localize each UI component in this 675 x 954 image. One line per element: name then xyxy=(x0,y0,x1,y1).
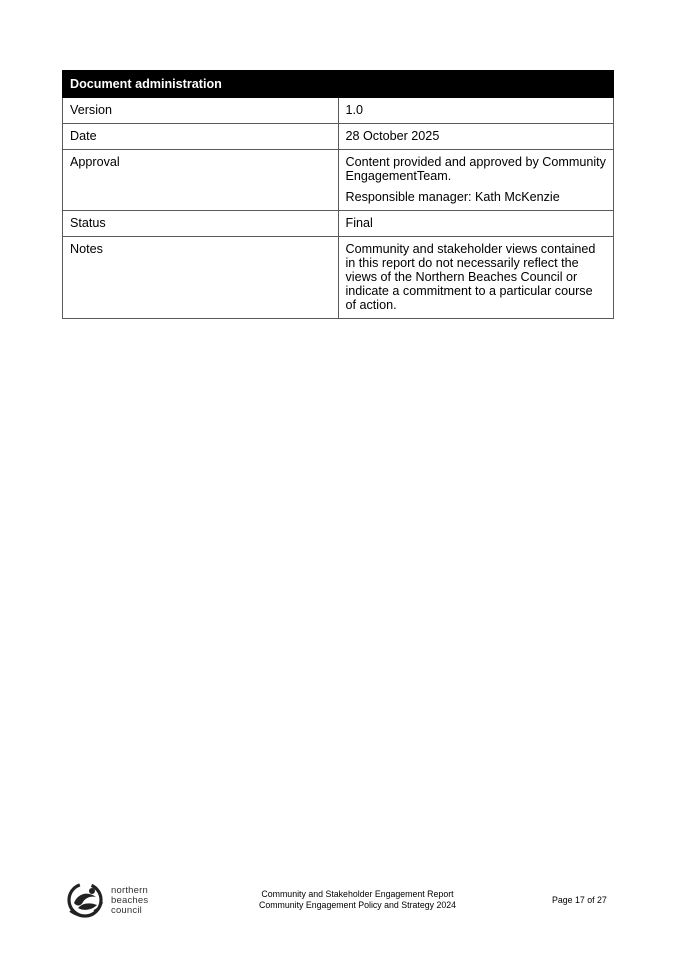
row-label: Date xyxy=(63,124,339,150)
row-label: Version xyxy=(63,98,339,124)
document-administration-table xyxy=(62,70,614,319)
row-value xyxy=(338,150,614,211)
row-value xyxy=(338,237,614,319)
row-value-text: 1.0 xyxy=(345,103,364,117)
page-footer xyxy=(0,878,675,922)
page-number: Page 17 of 27 xyxy=(552,895,607,905)
logo-wordmark-line: council xyxy=(111,905,142,916)
council-logo xyxy=(66,881,156,919)
row-value xyxy=(338,98,614,124)
row-value-text: 28 October 2025 xyxy=(345,129,440,143)
row-value xyxy=(338,124,614,150)
logo-wordmark-line: northern xyxy=(111,885,148,896)
row-label: Approval xyxy=(63,150,339,211)
footer-report-info xyxy=(220,889,495,911)
logo-wordmark xyxy=(111,886,148,916)
table-row-notes xyxy=(63,237,614,319)
row-value-text: Content provided and approved by Community EngagementTeam. xyxy=(345,155,606,183)
table-header-row xyxy=(63,71,614,98)
footer-report-subtitle: Community Engagement Policy and Strategy 2024 xyxy=(258,900,457,910)
table-row-approval xyxy=(63,150,614,211)
northern-beaches-council-logo-icon xyxy=(66,881,106,919)
footer-report-title: Community and Stakeholder Engagement Report xyxy=(261,889,454,899)
row-value-text: Final xyxy=(345,216,373,230)
row-value-text: Responsible manager: Kath McKenzie xyxy=(345,190,560,204)
row-value xyxy=(338,211,614,237)
table-row-version xyxy=(63,98,614,124)
row-label: Status xyxy=(63,211,339,237)
row-label: Notes xyxy=(63,237,339,319)
table-row-date xyxy=(63,124,614,150)
table-heading: Document administration xyxy=(63,71,614,98)
table-row-status xyxy=(63,211,614,237)
row-value-text: Community and stakeholder views contained in this report do not necessarily reflect the views of the Northern Beaches Council or indicate a commitment to a particular course of action. xyxy=(345,242,596,312)
logo-wordmark-line: beaches xyxy=(111,895,149,906)
